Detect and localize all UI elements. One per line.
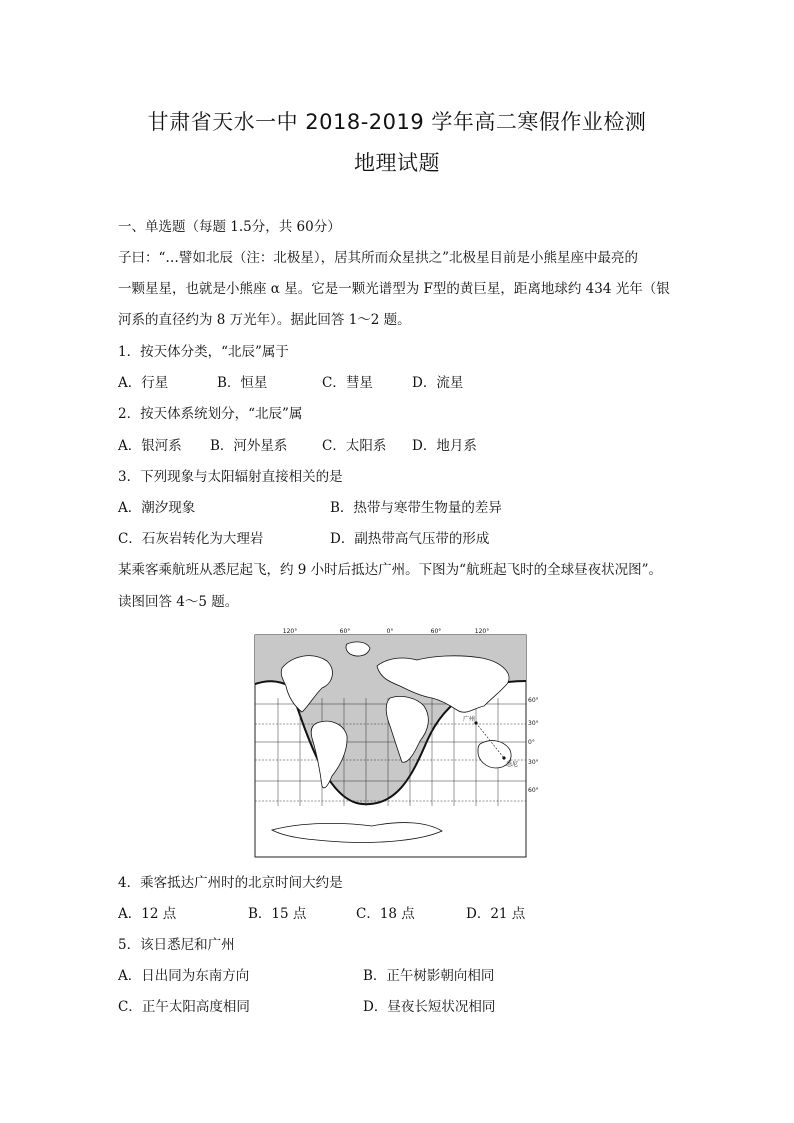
q1-stem: 1．按天体分类，“北辰”属于 <box>118 344 289 360</box>
day-night-world-map <box>252 626 542 858</box>
q5-option-a: A．日出同为东南方向 <box>118 968 250 984</box>
passage1-line3: 河系的直径约为 8 万光年）。据此回答 1～2 题。 <box>118 312 411 328</box>
lon-label-120e: 120° <box>474 628 490 635</box>
lat-label-30s: 30° <box>528 759 539 766</box>
passage2-line1: 某乘客乘航班从悉尼起飞，约 9 小时后抵达广州。下图为“航班起飞时的全球昼夜状况图”。 <box>118 562 662 578</box>
q1-option-c: C．彗星 <box>322 375 373 391</box>
q5-option-b: B．正午树影朝向相同 <box>363 968 495 984</box>
q1-option-b: B．恒星 <box>217 375 268 391</box>
lat-label-30n: 30° <box>528 720 539 727</box>
q3-option-c: C．石灰岩转化为大理岩 <box>118 531 264 547</box>
passage1-line1: 子曰：“…譬如北辰（注：北极星），居其所而众星拱之”北极星目前是小熊星座中最亮的 <box>118 250 639 266</box>
q4-option-a: A．12 点 <box>118 906 177 922</box>
q2-option-a: A．银河系 <box>118 438 182 454</box>
passage2-line2: 读图回答 4～5 题。 <box>118 594 239 610</box>
passage1-line2: 一颗星星，也就是小熊座 α 星。它是一颗光谱型为 F型的黄巨星，距离地球约 434 光年（银 <box>118 281 670 297</box>
label-sydney: 悉尼 <box>506 761 519 768</box>
lon-label-60e: 60° <box>430 628 442 635</box>
lon-label-60w: 60° <box>339 628 351 635</box>
q5-option-d: D．昼夜长短状况相同 <box>363 999 496 1015</box>
q2-option-d: D．地月系 <box>412 438 477 454</box>
q4-option-b: B．15 点 <box>248 906 307 922</box>
q4-stem: 4．乘客抵达广州时的北京时间大约是 <box>118 875 343 891</box>
lat-label-0: 0° <box>528 739 535 746</box>
lon-label-0: 0° <box>386 628 394 635</box>
q3-option-b: B．热带与寒带生物量的差异 <box>330 500 502 516</box>
lat-label-60s: 60° <box>528 787 539 794</box>
section-heading: 一、单选题（每题 1.5分，共 60分） <box>118 219 341 235</box>
document-title: 甘肃省天水一中 2018-2019 学年高二寒假作业检测 <box>147 110 647 134</box>
q3-stem: 3．下列现象与太阳辐射直接相关的是 <box>118 469 343 485</box>
document-subtitle: 地理试题 <box>354 151 440 175</box>
lat-label-60n: 60° <box>528 697 539 704</box>
q4-option-c: C．18 点 <box>356 906 415 922</box>
q4-option-d: D．21 点 <box>466 906 526 922</box>
q3-option-a: A．潮汐现象 <box>118 500 196 516</box>
q2-stem: 2．按天体系统划分，“北辰”属 <box>118 406 303 422</box>
q5-option-c: C．正午太阳高度相同 <box>118 999 250 1015</box>
lon-label-120w: 120° <box>282 628 298 635</box>
q1-option-d: D．流星 <box>412 375 464 391</box>
label-guangzhou: 广州 <box>463 716 476 723</box>
q2-option-c: C．太阳系 <box>322 438 387 454</box>
q5-stem: 5．该日悉尼和广州 <box>118 937 235 953</box>
q3-option-d: D．副热带高气压带的形成 <box>330 531 490 547</box>
q2-option-b: B．河外星系 <box>210 438 288 454</box>
q1-option-a: A．行星 <box>118 375 169 391</box>
greenland <box>346 642 370 656</box>
